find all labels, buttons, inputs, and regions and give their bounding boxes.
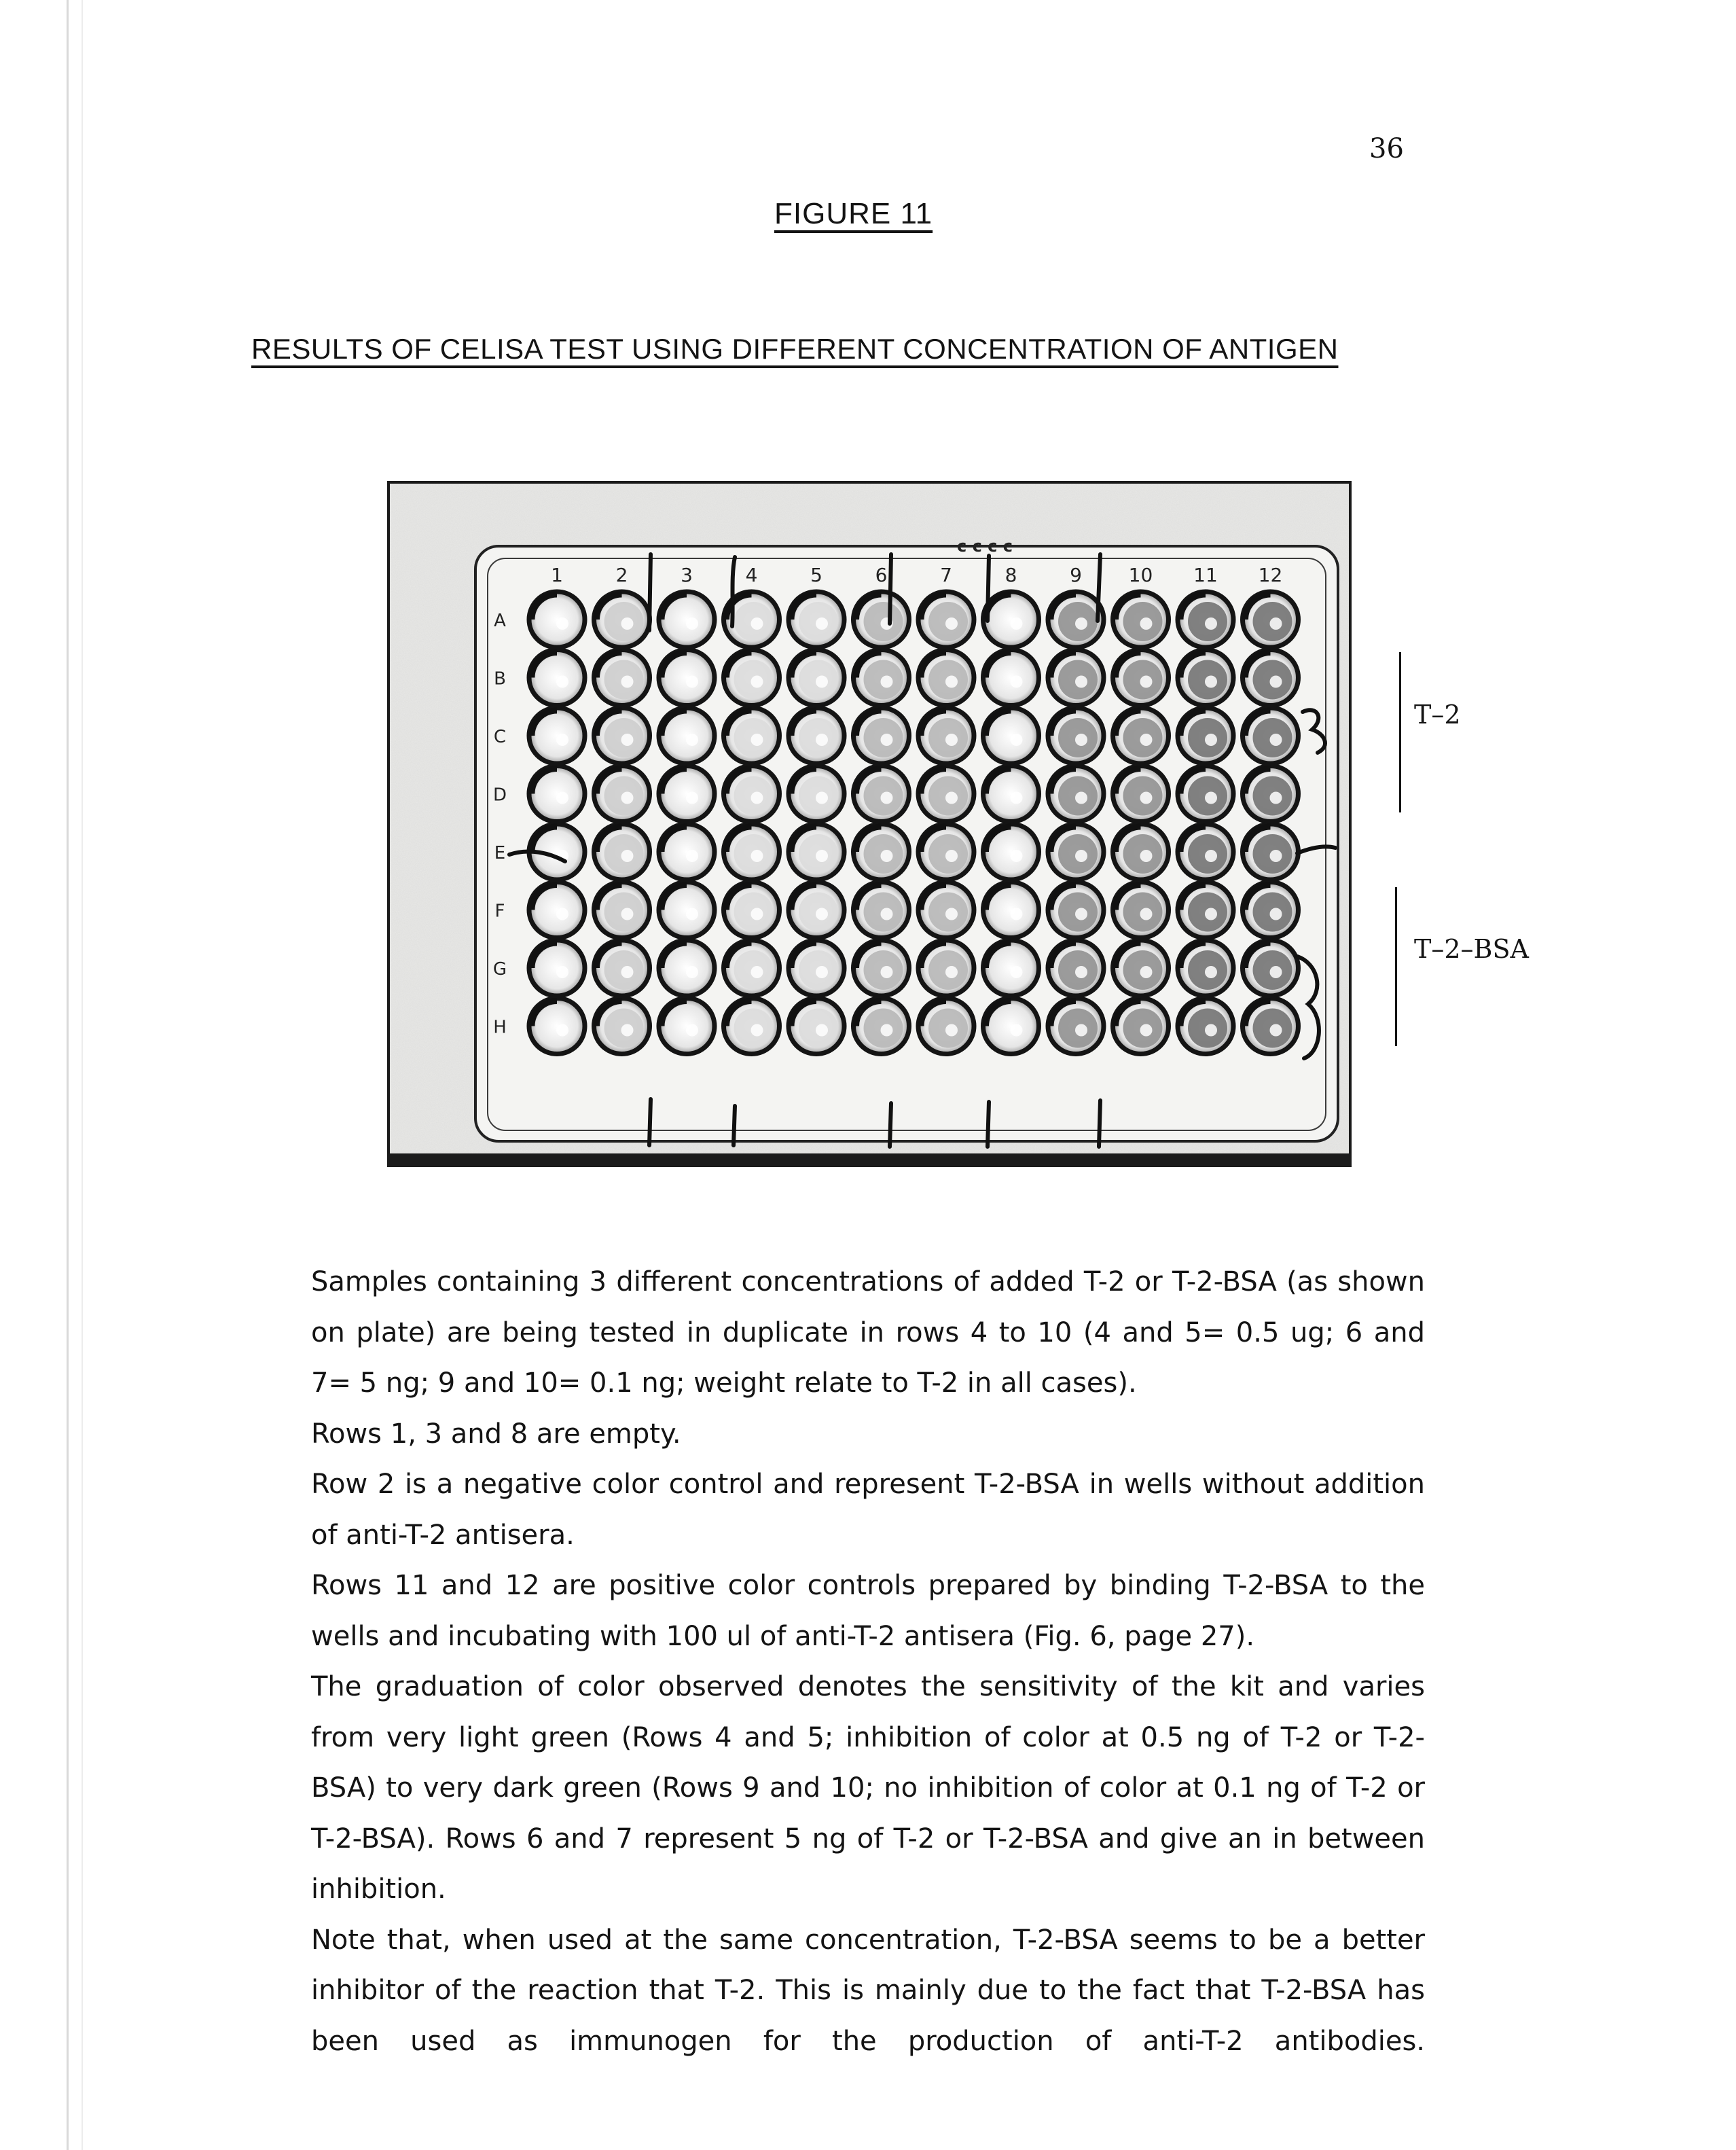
well-E6 [854, 824, 909, 880]
well-D11 [1178, 766, 1233, 822]
well-E2 [594, 824, 650, 880]
well-D7 [918, 766, 974, 822]
well-D3 [659, 766, 715, 822]
well-A2 [594, 592, 650, 647]
well-G5 [789, 940, 844, 996]
well-D2 [594, 766, 650, 822]
caption-paragraph-4: Rows 11 and 12 are positive color controls prepared by binding T-2-BSA to the wells and incubating with 100 ul of anti-T-2 antisera (Fig. 6, page 27). [311, 1570, 1425, 1652]
well-E12 [1243, 824, 1299, 880]
well-G10 [1113, 940, 1169, 996]
well-E3 [659, 824, 715, 880]
well-D10 [1113, 766, 1169, 822]
well-H6 [854, 999, 909, 1054]
column-label-3: 3 [681, 564, 693, 586]
column-label-8: 8 [1005, 564, 1017, 586]
well-F3 [659, 882, 715, 938]
row-label-C: C [493, 727, 507, 747]
well-G7 [918, 940, 974, 996]
well-A6 [854, 592, 909, 647]
well-D1 [529, 766, 585, 822]
well-D4 [724, 766, 780, 822]
well-E10 [1113, 824, 1169, 880]
plate-top-marker: c c c c [957, 537, 1013, 556]
well-C12 [1243, 708, 1299, 764]
t2bsa-label: T–2–BSA [1414, 934, 1529, 964]
caption-paragraph-3: Row 2 is a negative color control and represent T-2-BSA in wells without addition of anti-T-2 antisera. [311, 1469, 1425, 1551]
microplate-photo [387, 481, 1352, 1167]
caption-paragraph-2: Rows 1, 3 and 8 are empty. [311, 1418, 681, 1450]
well-B3 [659, 650, 715, 706]
well-B8 [983, 650, 1039, 706]
column-label-2: 2 [615, 564, 628, 586]
well-A10 [1113, 592, 1169, 647]
page-number: 36 [1369, 133, 1404, 164]
well-C6 [854, 708, 909, 764]
well-C10 [1113, 708, 1169, 764]
well-A7 [918, 592, 974, 647]
well-A8 [983, 592, 1039, 647]
well-H3 [659, 999, 715, 1054]
well-G8 [983, 940, 1039, 996]
well-H5 [789, 999, 844, 1054]
well-C11 [1178, 708, 1233, 764]
well-B12 [1243, 650, 1299, 706]
well-C3 [659, 708, 715, 764]
well-F11 [1178, 882, 1233, 938]
well-D9 [1048, 766, 1104, 822]
well-G11 [1178, 940, 1233, 996]
well-G6 [854, 940, 909, 996]
well-A3 [659, 592, 715, 647]
well-C8 [983, 708, 1039, 764]
figure-title: RESULTS OF CELISA TEST USING DIFFERENT CONCENTRATION OF ANTIGEN [251, 333, 1339, 365]
well-C1 [529, 708, 585, 764]
well-G2 [594, 940, 650, 996]
well-F9 [1048, 882, 1104, 938]
well-E9 [1048, 824, 1104, 880]
well-D12 [1243, 766, 1299, 822]
well-D8 [983, 766, 1039, 822]
well-G1 [529, 940, 585, 996]
well-G4 [724, 940, 780, 996]
well-A1 [529, 592, 585, 647]
t2-bracket-line [1399, 652, 1401, 812]
well-B11 [1178, 650, 1233, 706]
well-F12 [1243, 882, 1299, 938]
row-label-H: H [493, 1017, 507, 1038]
column-label-4: 4 [745, 564, 758, 586]
row-label-G: G [492, 959, 507, 980]
column-label-6: 6 [875, 564, 888, 586]
well-G12 [1243, 940, 1299, 996]
page-margin-line-faint [82, 0, 83, 2150]
well-C9 [1048, 708, 1104, 764]
well-C5 [789, 708, 844, 764]
well-F6 [854, 882, 909, 938]
column-label-10: 10 [1128, 564, 1153, 586]
well-E11 [1178, 824, 1233, 880]
well-H10 [1113, 999, 1169, 1054]
well-H2 [594, 999, 650, 1054]
well-B10 [1113, 650, 1169, 706]
caption-paragraph-1: Samples containing 3 different concentrations of added T-2 or T-2-BSA (as shown on plate) are being tested in duplicate in rows 4 to 10 (4 and 5= 0.5 ug; 6 and 7= 5 ng; 9 and 10= 0.1 ng; weight relate to T-2 in all cases). [311, 1266, 1425, 1399]
well-H11 [1178, 999, 1233, 1054]
well-H7 [918, 999, 974, 1054]
row-label-B: B [494, 668, 506, 689]
well-A9 [1048, 592, 1104, 647]
column-label-12: 12 [1258, 564, 1283, 586]
well-B4 [724, 650, 780, 706]
well-F5 [789, 882, 844, 938]
well-B9 [1048, 650, 1104, 706]
well-F4 [724, 882, 780, 938]
well-A12 [1243, 592, 1299, 647]
well-E4 [724, 824, 780, 880]
well-H4 [724, 999, 780, 1054]
well-B6 [854, 650, 909, 706]
t2bsa-bracket-line [1395, 887, 1397, 1046]
well-G9 [1048, 940, 1104, 996]
well-A5 [789, 592, 844, 647]
well-F2 [594, 882, 650, 938]
well-F10 [1113, 882, 1169, 938]
caption-paragraph-5: The graduation of color observed denotes the sensitivity of the kit and varies from very light green (Rows 4 and 5; inhibition of color at 0.5 ng of T-2 or T-2-BSA) to very dark green (Rows 9 and 10; no inhibition of color at 0.1 ng of T-2 or T-2-BSA). Rows 6 and 7 represent 5 ng of T-2 or T-2-BSA and give an in between inhibition. [311, 1671, 1425, 1905]
well-D5 [789, 766, 844, 822]
figure-caption [311, 1257, 1425, 2066]
well-D6 [854, 766, 909, 822]
well-B2 [594, 650, 650, 706]
well-H12 [1243, 999, 1299, 1054]
well-G3 [659, 940, 715, 996]
well-F1 [529, 882, 585, 938]
well-B1 [529, 650, 585, 706]
figure-label: FIGURE 11 [774, 197, 933, 230]
well-B7 [918, 650, 974, 706]
row-label-D: D [492, 785, 507, 806]
row-label-F: F [494, 901, 505, 922]
well-C2 [594, 708, 650, 764]
caption-paragraph-6: Note that, when used at the same concentration, T-2-BSA seems to be a better inhibitor of the reaction that T-2. This is mainly due to the fact that T-2-BSA has been used as immunogen for the production of anti-T-2 antibodies. [311, 1924, 1425, 2057]
well-E8 [983, 824, 1039, 880]
column-label-5: 5 [810, 564, 822, 586]
well-E5 [789, 824, 844, 880]
column-label-11: 11 [1193, 564, 1218, 586]
well-H1 [529, 999, 585, 1054]
well-H8 [983, 999, 1039, 1054]
well-C7 [918, 708, 974, 764]
well-C4 [724, 708, 780, 764]
row-label-E: E [494, 843, 506, 863]
well-F8 [983, 882, 1039, 938]
well-B5 [789, 650, 844, 706]
well-E7 [918, 824, 974, 880]
column-label-1: 1 [551, 564, 563, 586]
well-A11 [1178, 592, 1233, 647]
column-label-7: 7 [940, 564, 952, 586]
row-label-A: A [494, 611, 506, 631]
well-H9 [1048, 999, 1104, 1054]
column-label-9: 9 [1070, 564, 1082, 586]
t2-label: T–2 [1414, 700, 1461, 730]
well-F7 [918, 882, 974, 938]
page-margin-line [67, 0, 69, 2150]
